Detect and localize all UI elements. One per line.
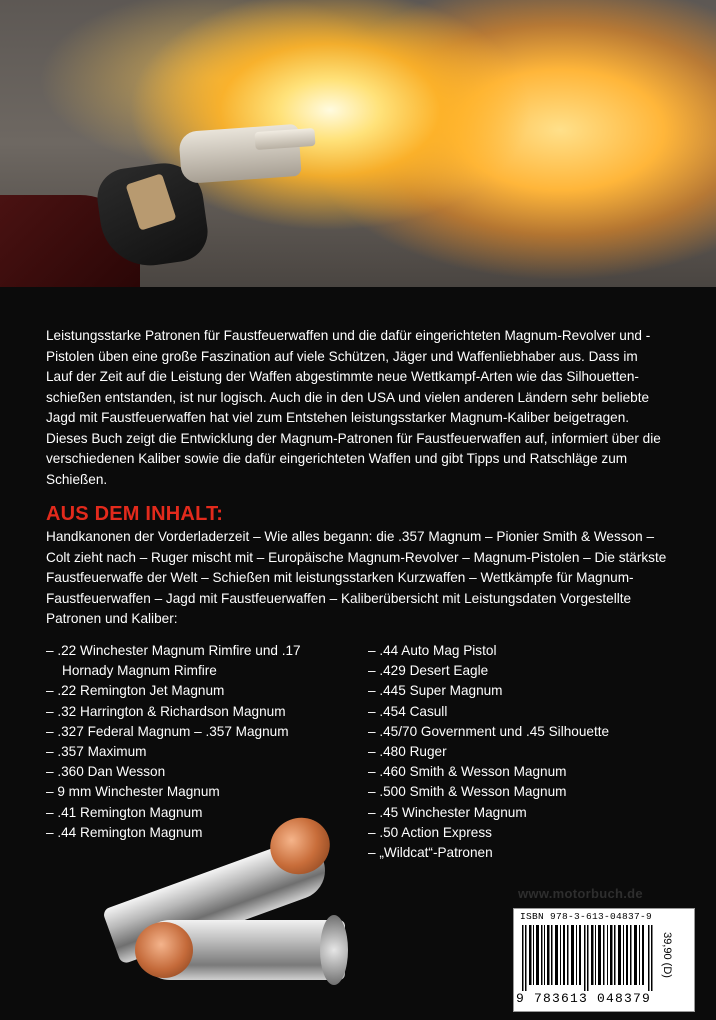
list-item: – .44 Remington Magnum <box>46 824 203 840</box>
isbn-label: ISBN 978-3-613-04837-9 <box>520 911 653 922</box>
description-text: Leistungsstarke Patronen für Faustfeuerwaffen und die dafür eingerichteten Magnum-Revolver und -Pistolen üben eine große Faszination auf viele Schützen, Jäger und Waffenliebhaber aus. Dass im Lauf der Zeit auf die Leistung der Waffen abgestimmte neue Wettkampf-Arten wie das Silhouetten-schießen entstanden, ist nur logisch. Auch die in den USA und vielen anderen Ländern sehr beliebte Jagd mit Faustfeuerwaffen hat viel zum Entstehen leistungsstarker Magnum-Kaliber beigetragen. Dieses Buch zeigt die Entwicklung der Magnum-Patronen für Faustfeuerwaffen auf, informiert über die verschiedenen Kaliber sowie die dafür eingerichteten Waffen und gibt Tipps und Ratschläge zum Schießen. <box>46 328 661 487</box>
price-text: 39,90 (D) <box>660 932 673 978</box>
list-item: – .44 Auto Mag Pistol <box>368 643 497 658</box>
contents-heading: AUS DEM INHALT: <box>46 503 224 525</box>
list-item: – .32 Harrington & Richardson Magnum <box>46 703 286 719</box>
list-item: – .357 Maximum <box>46 744 147 760</box>
list-item: – .454 Casull <box>368 703 448 719</box>
bullet-tip-lower <box>135 922 193 978</box>
cover-photo-revolver-firing <box>0 0 716 287</box>
cartridge-base-lower <box>320 915 348 985</box>
barcode-box <box>513 908 695 1012</box>
list-item: – .50 Action Express <box>368 824 492 840</box>
barcode-icon <box>520 925 658 991</box>
list-item: – .480 Ruger <box>368 744 447 760</box>
list-item: – .460 Smith & Wesson Magnum <box>368 764 567 780</box>
list-item: – .22 Remington Jet Magnum <box>46 683 225 699</box>
list-item: – .429 Desert Eagle <box>368 663 489 679</box>
list-item: – .45/70 Government und .45 Silhouette <box>368 723 610 739</box>
list-item: – .327 Federal Magnum – .357 Magnum <box>46 723 289 739</box>
list-item: – „Wildcat“-Patronen <box>368 845 493 861</box>
list-item: – .500 Smith & Wesson Magnum <box>368 784 567 800</box>
revolver-barrel <box>254 128 315 150</box>
list-item: – .45 Winchester Magnum <box>368 804 527 820</box>
cartridges-image <box>95 810 375 990</box>
list-item: – .445 Super Magnum <box>368 683 503 699</box>
caliber-list-right <box>368 641 668 863</box>
list-item: – .41 Remington Magnum <box>46 804 203 820</box>
price-label <box>662 921 688 1001</box>
publisher-website: www.motorbuch.de <box>518 886 643 901</box>
list-item: – .360 Dan Wesson <box>46 764 166 780</box>
contents-text: Handkanonen der Vorderladerzeit – Wie alles begann: die .357 Magnum – Pionier Smith & Wesson – Colt zieht nach – Ruger mischt mit – Europäische Magnum-Revolver – Magnum-Pistolen – Die stärkste Faustfeuerwaffe der Welt – Schießen mit leistungsstarken Kurzwaffen – Wettkämpfe für Magnum-Faustfeuerwaffen – Jagd mit Faustfeuerwaffen – Kaliberübersicht mit Leistungsdaten Vorgestellte Patronen und Kaliber: <box>46 529 667 626</box>
list-item: – 9 mm Winchester Magnum <box>46 784 220 800</box>
barcode-number: 9 783613 048379 <box>516 991 652 1006</box>
list-item: – .22 Winchester Magnum Rimfire und .17 Hornady Magnum Rimfire <box>46 643 301 679</box>
